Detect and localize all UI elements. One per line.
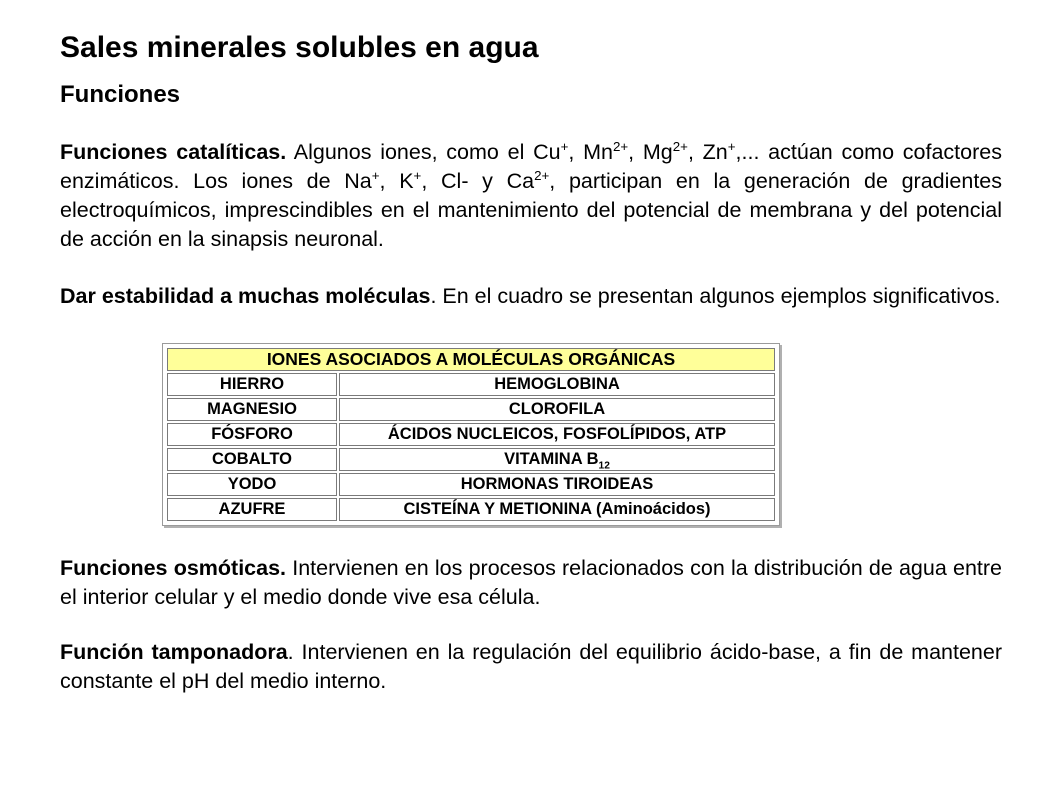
- osmotic-text: Intervienen en los procesos relacionados con la distribución de agua entre el interior celular y el medio donde vive esa célula.: [60, 556, 1002, 609]
- buffer-paragraph: [60, 638, 1002, 696]
- table-row: [167, 373, 775, 396]
- charge-sup: 2+: [534, 167, 550, 183]
- osmotic-heading: Funciones osmóticas.: [60, 556, 287, 580]
- catalytic-text: , K: [379, 169, 414, 193]
- molecule-cell: ÁCIDOS NUCLEICOS, FOSFOLÍPIDOS, ATP: [339, 423, 775, 446]
- ion-cell: MAGNESIO: [167, 398, 337, 421]
- table-row: [167, 448, 775, 471]
- molecule-cell: HEMOGLOBINA: [339, 373, 775, 396]
- molecule-cell: HORMONAS TIROIDEAS: [339, 473, 775, 496]
- charge-sup: +: [413, 167, 422, 183]
- catalytic-heading: Funciones catalíticas.: [60, 140, 287, 164]
- charge-sup: +: [371, 167, 380, 183]
- page-title: Sales minerales solubles en agua: [60, 31, 539, 64]
- molecule-subscript: 12: [598, 460, 610, 472]
- charge-sup: +: [560, 138, 569, 154]
- buffer-text: . Intervienen en la regulación del equilibrio ácido-base, a fin de mantener constante el pH del medio interno.: [60, 640, 1003, 693]
- ion-cell: AZUFRE: [167, 498, 337, 521]
- section-subtitle: Funciones: [60, 81, 181, 108]
- charge-sup: 2+: [672, 138, 688, 154]
- ion-cell: FÓSFORO: [167, 423, 337, 446]
- stability-heading: Dar estabilidad a muchas moléculas: [60, 284, 431, 308]
- molecule-cell: [339, 448, 775, 471]
- catalytic-text: , Cl- y Ca: [421, 169, 535, 193]
- osmotic-paragraph: [60, 554, 1002, 612]
- table-header-row: [167, 348, 775, 371]
- ion-cell: YODO: [167, 473, 337, 496]
- charge-sup: 2+: [612, 138, 629, 154]
- catalytic-text: ,... actúan como cofactores enzimáticos. Los iones de Na: [60, 140, 1002, 193]
- ion-cell: HIERRO: [167, 373, 337, 396]
- document-page: [60, 26, 1002, 696]
- catalytic-text: Algunos iones, como el Cu: [286, 140, 561, 164]
- buffer-heading: Función tamponadora: [60, 640, 288, 664]
- charge-sup: +: [727, 138, 736, 154]
- table-row: [167, 473, 775, 496]
- catalytic-text: , participan en la generación de gradientes electroquímicos, imprescindibles en el mantenimiento del potencial de membrana y del potencial de acción en la sinapsis neuronal.: [60, 169, 1003, 251]
- molecule-cell: CLOROFILA: [339, 398, 775, 421]
- molecule-text: VITAMINA B: [504, 450, 599, 468]
- table-row: [167, 423, 775, 446]
- table-row: [167, 498, 775, 521]
- table-row: [167, 398, 775, 421]
- stability-paragraph: [60, 282, 1002, 311]
- molecule-cell: CISTEÍNA Y METIONINA (Aminoácidos): [339, 498, 775, 521]
- catalytic-text: , Zn: [687, 140, 728, 164]
- catalytic-text: , Mn: [568, 140, 613, 164]
- table-header: IONES ASOCIADOS A MOLÉCULAS ORGÁNICAS: [167, 348, 775, 371]
- catalytic-paragraph: [60, 138, 1002, 254]
- catalytic-text: , Mg: [628, 140, 673, 164]
- stability-text: . En el cuadro se presentan algunos ejemplos significativos.: [430, 284, 1001, 308]
- ions-table-frame: [162, 343, 780, 526]
- ions-table: [165, 346, 777, 523]
- ion-cell: COBALTO: [167, 448, 337, 471]
